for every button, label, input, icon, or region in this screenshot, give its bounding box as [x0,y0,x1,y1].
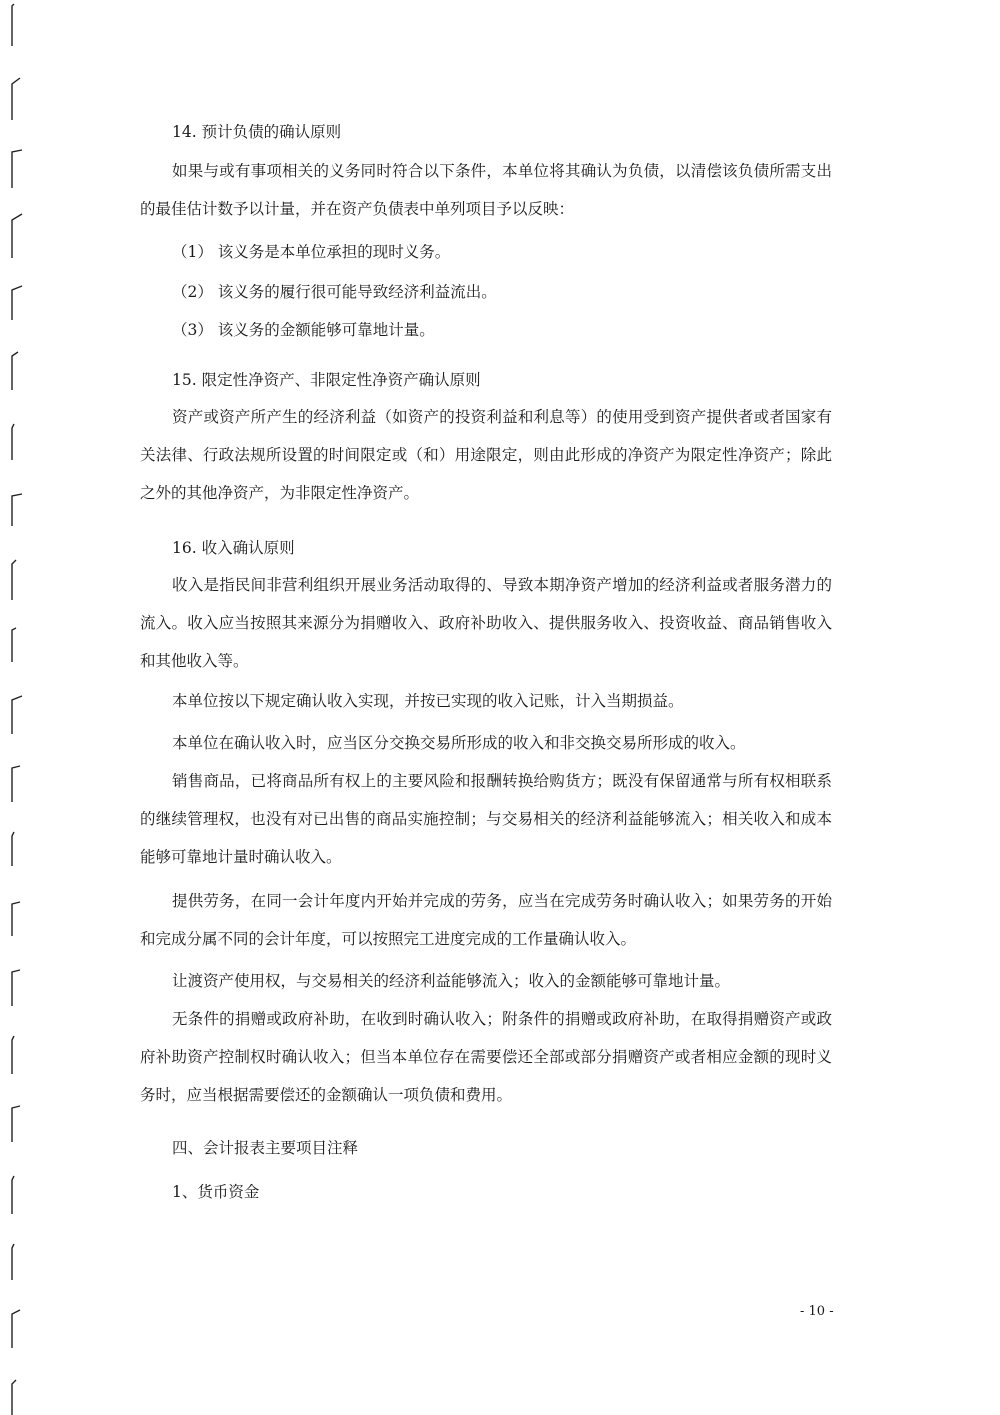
binding-marks [0,0,40,1415]
section-14-item-2: （2） 该义务的履行很可能导致经济利益流出。 [172,283,497,301]
section-4-heading: 四、会计报表主要项目注释 [172,1139,359,1157]
section-14-item-1: （1） 该义务是本单位承担的现时义务。 [172,243,451,261]
section-16-para-1: 收入是指民间非营利组织开展业务活动取得的、导致本期净资产增加的经济利益或者服务潜力的流入。收入应当按照其来源分为捐赠收入、政府补助收入、提供服务收入、投资收益、商品销售收入和其他收入等。 [140,576,832,670]
section-15-body: 资产或资产所产生的经济利益（如资产的投资利益和利息等）的使用受到资产提供者或者国家有关法律、行政法规所设置的时间限定或（和）用途限定，则由此形成的净资产为限定性净资产；除此之外的其他净资产，为非限定性净资产。 [140,408,832,502]
section-16-para-2: 本单位按以下规定确认收入实现，并按已实现的收入记账，计入当期损益。 [172,692,684,710]
section-16-para-5: 提供劳务，在同一会计年度内开始并完成的劳务，应当在完成劳务时确认收入；如果劳务的开始和完成分属不同的会计年度，可以按照完工进度完成的工作量确认收入。 [140,892,832,948]
section-14-intro: 如果与或有事项相关的义务同时符合以下条件，本单位将其确认为负债，以清偿该负债所需支出的最佳估计数予以计量，并在资产负债表中单列项目予以反映： [140,162,832,218]
section-16-para-3: 本单位在确认收入时，应当区分交换交易所形成的收入和非交换交易所形成的收入。 [172,734,746,752]
section-14-heading: 14. 预计负债的确认原则 [172,123,342,141]
page-number: - 10 - [800,1304,834,1319]
section-16-para-6: 让渡资产使用权，与交易相关的经济利益能够流入；收入的金额能够可靠地计量。 [172,972,731,990]
section-16-para-7: 无条件的捐赠或政府补助，在收到时确认收入；附条件的捐赠或政府补助，在取得捐赠资产或政府补助资产控制权时确认收入；但当本单位存在需要偿还全部或部分捐赠资产或者相应金额的现时义务时，应当根据需要偿还的金额确认一项负债和费用。 [140,1010,832,1104]
section-16-para-4: 销售商品，已将商品所有权上的主要风险和报酬转换给购货方；既没有保留通常与所有权相联系的继续管理权，也没有对已出售的商品实施控制；与交易相关的经济利益能够流入；相关收入和成本能够可靠地计量时确认收入。 [140,772,832,866]
section-14-item-3: （3） 该义务的金额能够可靠地计量。 [172,321,435,339]
section-15-heading: 15. 限定性净资产、非限定性净资产确认原则 [172,371,481,389]
section-16-heading: 16. 收入确认原则 [172,539,295,557]
section-4-subheading: 1、货币资金 [172,1183,260,1201]
